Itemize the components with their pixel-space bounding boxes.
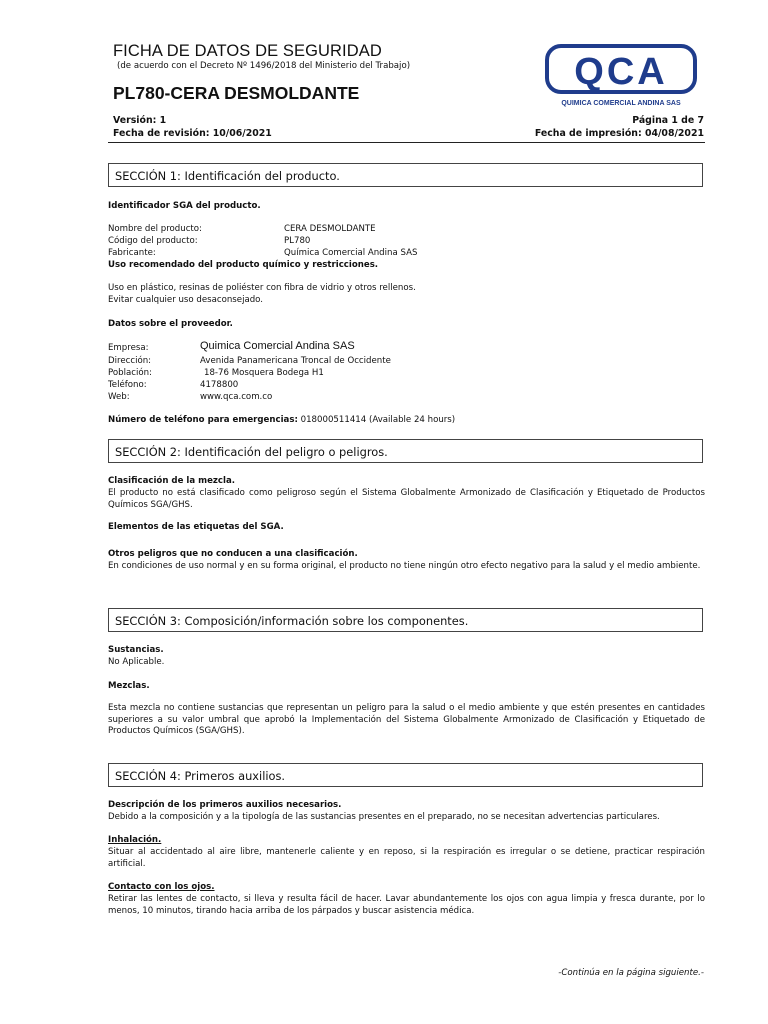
first-aid-description-heading: Descripción de los primeros auxilios necesarios. — [108, 800, 342, 810]
logo-text: QCA — [574, 51, 668, 93]
company-label: Empresa: — [108, 343, 149, 353]
supplier-heading: Datos sobre el proveedor. — [108, 319, 233, 329]
print-date: Fecha de impresión: 04/08/2021 — [534, 127, 704, 139]
eye-contact-heading: Contacto con los ojos. — [108, 882, 215, 892]
emergency-phone-value: 018000511414 (Available 24 hours) — [300, 415, 456, 425]
use-line-1: Uso en plástico, resinas de poliéster con fibra de vidrio y otros rellenos. — [108, 283, 416, 293]
first-aid-description-text: Debido a la composición y a la tipología de las sustancias presentes en el preparado, no se necesitan advertencias particulares. — [108, 812, 660, 822]
substances-text: No Aplicable. — [108, 657, 165, 667]
section-4-title: SECCIÓN 4: Primeros auxilios. — [115, 769, 286, 783]
logo-caption: QUIMICA COMERCIAL ANDINA SAS — [561, 100, 681, 107]
city-label: Población: — [108, 368, 152, 378]
section-1-title: SECCIÓN 1: Identificación del producto. — [115, 169, 340, 183]
other-hazards-heading: Otros peligros que no conducen a una clasificación. — [108, 549, 358, 559]
other-hazards-text: En condiciones de uso normal y en su forma original, el producto no tiene ningún otro efecto negativo para la salud y el medio ambiente. — [108, 561, 701, 571]
header-divider — [108, 142, 705, 143]
city-value: 18-76 Mosquera Bodega H1 — [204, 368, 324, 378]
phone-value: 4178800 — [200, 380, 239, 390]
inhalation-text: Situar al accidentado al aire libre, mantenerle caliente y en reposo, si la respiración es irregular o se detiene, practicar respiración artificial. — [108, 847, 705, 869]
section-2-header — [108, 439, 703, 463]
manufacturer-label: Fabricante: — [108, 248, 156, 258]
company-value: Quimica Comercial Andina SAS — [200, 340, 355, 352]
emergency-phone — [108, 415, 455, 427]
page-info-block — [535, 115, 704, 140]
classification-text: El producto no está clasificado como peligroso según el Sistema Globalmente Armonizado de Clasificación y Etiquetado de Productos Químicos SGA/GHS. — [108, 488, 705, 510]
section-2-title: SECCIÓN 2: Identificación del peligro o peligros. — [115, 445, 388, 459]
product-name-value: CERA DESMOLDANTE — [284, 224, 376, 234]
revision-date: Fecha de revisión: 10/06/2021 — [113, 127, 272, 139]
section-3-header — [108, 608, 703, 632]
eye-contact-text: Retirar las lentes de contacto, si lleva y resulta fácil de hacer. Lavar abundantemente los ojos con agua limpia y fresca durante, por lo menos, 10 minutos, tirando hacia arriba de los párpados y buscar asistencia médica. — [108, 894, 705, 916]
mixtures-heading: Mezclas. — [108, 681, 150, 691]
use-line-2: Evitar cualquier uso desaconsejado. — [108, 295, 264, 305]
web-label: Web: — [108, 392, 130, 402]
ghs-identifier-heading: Identificador SGA del producto. — [108, 201, 261, 211]
qca-logo — [545, 44, 697, 108]
classification-heading: Clasificación de la mezcla. — [108, 476, 236, 486]
phone-label: Teléfono: — [108, 380, 147, 390]
continued-note: -Continúa en la página siguiente.- — [558, 968, 704, 978]
substances-heading: Sustancias. — [108, 645, 164, 655]
section-1-header — [108, 163, 703, 187]
address-label: Dirección: — [108, 356, 152, 366]
product-title: PL780-CERA DESMOLDANTE — [113, 83, 360, 103]
web-value[interactable]: www.qca.com.co — [200, 392, 273, 402]
recommended-use-heading: Uso recomendado del producto químico y restricciones. — [108, 260, 379, 270]
address-value: Avenida Panamericana Troncal de Occidente — [200, 356, 391, 366]
page-number: Página 1 de 7 — [632, 115, 704, 126]
product-code-label: Código del producto: — [108, 236, 198, 246]
manufacturer-value: Química Comercial Andina SAS — [284, 248, 418, 258]
section-4-header — [108, 763, 703, 787]
emergency-phone-label: Número de teléfono para emergencias: — [108, 415, 298, 425]
product-name-label: Nombre del producto: — [108, 224, 202, 234]
product-code-value: PL780 — [284, 236, 311, 246]
section-3-title: SECCIÓN 3: Composición/información sobre los componentes. — [115, 614, 469, 628]
ghs-label-elements-heading: Elementos de las etiquetas del SGA. — [108, 522, 284, 532]
version-block — [113, 115, 272, 140]
inhalation-heading: Inhalación. — [108, 835, 162, 845]
version: Versión: 1 — [113, 115, 167, 126]
mixtures-text: Esta mezcla no contiene sustancias que representan un peligro para la salud o el medio ambiente y que estén presentes en cantidades superiores a su valor umbral que aprobó la Implementación del Sistema Globalmente Armonizado de Clasificación y Etiquetado de Productos Químicos (SGA/GHS). — [108, 703, 705, 736]
document-subtitle: (de acuerdo con el Decreto Nº 1496/2018 del Ministerio del Trabajo) — [117, 61, 411, 71]
document-title: FICHA DE DATOS DE SEGURIDAD — [113, 42, 382, 60]
